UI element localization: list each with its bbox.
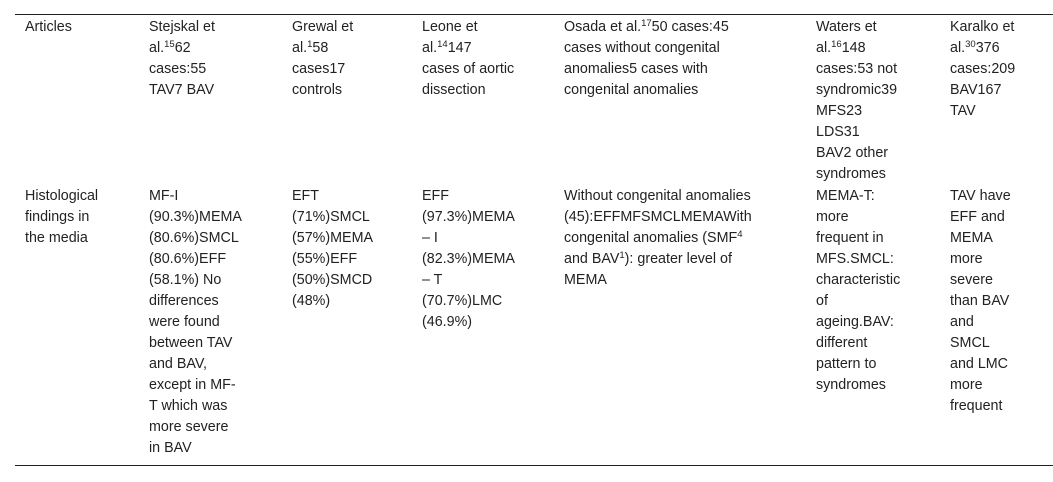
findings-cell bbox=[139, 186, 282, 459]
cell-line: MF-I bbox=[149, 188, 179, 204]
table-top-rule bbox=[15, 14, 1053, 15]
study-cell bbox=[554, 17, 806, 101]
cell-line: more severe bbox=[149, 419, 229, 435]
reference-superscript: 1 bbox=[307, 39, 313, 50]
findings-cell bbox=[412, 186, 554, 333]
study-cell bbox=[139, 17, 282, 101]
row-label-line: the media bbox=[25, 230, 88, 246]
cell-line: al.$^{15}$62 bbox=[149, 39, 191, 56]
cell-line: in BAV bbox=[149, 440, 192, 456]
cell-line: MEMA bbox=[564, 272, 607, 288]
cell-line: (80.6%)EFF bbox=[149, 251, 227, 267]
cell-line: cases:209 bbox=[950, 61, 1016, 77]
row-label-line: Histological bbox=[25, 188, 99, 204]
cell-line: – I bbox=[422, 230, 438, 246]
cell-line: (90.3%)MEMA bbox=[149, 209, 242, 225]
cell-line: BAV2 other bbox=[816, 145, 889, 161]
cell-line: except in MF- bbox=[149, 377, 236, 393]
cell-line: more bbox=[816, 209, 849, 225]
reference-superscript: 1 bbox=[619, 250, 625, 261]
reference-superscript: 17 bbox=[641, 18, 652, 29]
cell-line: more bbox=[950, 377, 983, 393]
cell-line: LDS31 bbox=[816, 124, 860, 140]
cell-line: Without congenital anomalies bbox=[564, 188, 751, 204]
header-label: Articles bbox=[25, 19, 72, 35]
cell-line: and bbox=[950, 314, 974, 330]
cell-line: cases without congenital bbox=[564, 40, 720, 56]
cell-line: al.$^{30}$376 bbox=[950, 39, 1000, 56]
cell-line: controls bbox=[292, 82, 343, 98]
cell-line: and BAV$^1$): greater level of bbox=[564, 250, 732, 267]
cell-line: frequent bbox=[950, 398, 1003, 414]
cell-line: frequent in bbox=[816, 230, 884, 246]
cell-line: – T bbox=[422, 272, 443, 288]
cell-line: (46.9%) bbox=[422, 314, 473, 330]
cell-line: and LMC bbox=[950, 356, 1009, 372]
cell-line: TAV have bbox=[950, 188, 1011, 204]
cell-line: dissection bbox=[422, 82, 486, 98]
study-cell bbox=[806, 17, 940, 185]
cell-line: syndromes bbox=[816, 377, 886, 393]
cell-line: Waters et bbox=[816, 19, 877, 35]
cell-line: congenital anomalies bbox=[564, 82, 699, 98]
cell-line: between TAV bbox=[149, 335, 233, 351]
findings-cell bbox=[940, 186, 1053, 417]
cell-line: BAV167 bbox=[950, 82, 1002, 98]
cell-line: Grewal et bbox=[292, 19, 354, 35]
cell-line: (45):EFFMFSMCLMEMAWith bbox=[564, 209, 752, 225]
cell-line: severe bbox=[950, 272, 993, 288]
reference-superscript: 30 bbox=[965, 39, 976, 50]
cell-line: than BAV bbox=[950, 293, 1010, 309]
cell-line: Karalko et bbox=[950, 19, 1015, 35]
reference-superscript: 16 bbox=[831, 39, 842, 50]
cell-line: al.$^{14}$147 bbox=[422, 39, 472, 56]
study-cell bbox=[282, 17, 412, 101]
cell-line: syndromes bbox=[816, 166, 886, 182]
reference-superscript: 14 bbox=[437, 39, 448, 50]
cell-line: (48%) bbox=[292, 293, 331, 309]
cell-line: differences bbox=[149, 293, 219, 309]
findings-cell bbox=[554, 186, 806, 291]
cell-line: cases17 bbox=[292, 61, 346, 77]
cell-line: ageing.BAV: bbox=[816, 314, 894, 330]
cell-line: of bbox=[816, 293, 828, 309]
study-cell bbox=[412, 17, 554, 101]
reference-superscript: 15 bbox=[164, 39, 175, 50]
cell-line: (55%)EFF bbox=[292, 251, 358, 267]
cell-line: cases of aortic bbox=[422, 61, 515, 77]
table-bottom-rule bbox=[15, 465, 1053, 466]
cell-line: Osada et al.$^{17}$50 cases:45 bbox=[564, 18, 729, 35]
cell-line: (82.3%)MEMA bbox=[422, 251, 515, 267]
cell-line: T which was bbox=[149, 398, 228, 414]
cell-line: EFT bbox=[292, 188, 320, 204]
cell-line: MFS.SMCL: bbox=[816, 251, 894, 267]
cell-line: Leone et bbox=[422, 19, 478, 35]
cell-line: characteristic bbox=[816, 272, 901, 288]
header-cell-articles bbox=[15, 17, 139, 38]
cell-line: (70.7%)LMC bbox=[422, 293, 503, 309]
cell-line: (58.1%) No bbox=[149, 272, 222, 288]
cell-line: TAV7 BAV bbox=[149, 82, 215, 98]
study-cell bbox=[940, 17, 1053, 122]
cell-line: al.$^1$58 bbox=[292, 39, 329, 56]
cell-line: MFS23 bbox=[816, 103, 863, 119]
cell-line: (97.3%)MEMA bbox=[422, 209, 515, 225]
cell-line: syndromic39 bbox=[816, 82, 898, 98]
cell-line: TAV bbox=[950, 103, 976, 119]
cell-line: MEMA-T: bbox=[816, 188, 875, 204]
cell-line: EFF bbox=[422, 188, 450, 204]
cell-line: (80.6%)SMCL bbox=[149, 230, 239, 246]
cell-line: cases:53 not bbox=[816, 61, 898, 77]
cell-line: and BAV, bbox=[149, 356, 208, 372]
cell-line: MEMA bbox=[950, 230, 993, 246]
cell-line: were found bbox=[149, 314, 220, 330]
row-label-histological-findings bbox=[15, 186, 139, 249]
cell-line: pattern to bbox=[816, 356, 877, 372]
cell-line: more bbox=[950, 251, 983, 267]
findings-cell bbox=[806, 186, 940, 396]
reference-superscript: 4 bbox=[737, 229, 743, 240]
findings-cell bbox=[282, 186, 412, 312]
cell-line: congenital anomalies (SMF$^4$ bbox=[564, 229, 743, 246]
cell-line: different bbox=[816, 335, 868, 351]
cell-line: (50%)SMCD bbox=[292, 272, 373, 288]
row-label-line: findings in bbox=[25, 209, 90, 225]
cell-line: cases:55 bbox=[149, 61, 207, 77]
cell-line: (57%)MEMA bbox=[292, 230, 374, 246]
cell-line: EFF and bbox=[950, 209, 1005, 225]
cell-line: al.$^{16}$148 bbox=[816, 39, 866, 56]
cell-line: anomalies5 cases with bbox=[564, 61, 708, 77]
cell-line: (71%)SMCL bbox=[292, 209, 370, 225]
cell-line: SMCL bbox=[950, 335, 990, 351]
cell-line: Stejskal et bbox=[149, 19, 215, 35]
